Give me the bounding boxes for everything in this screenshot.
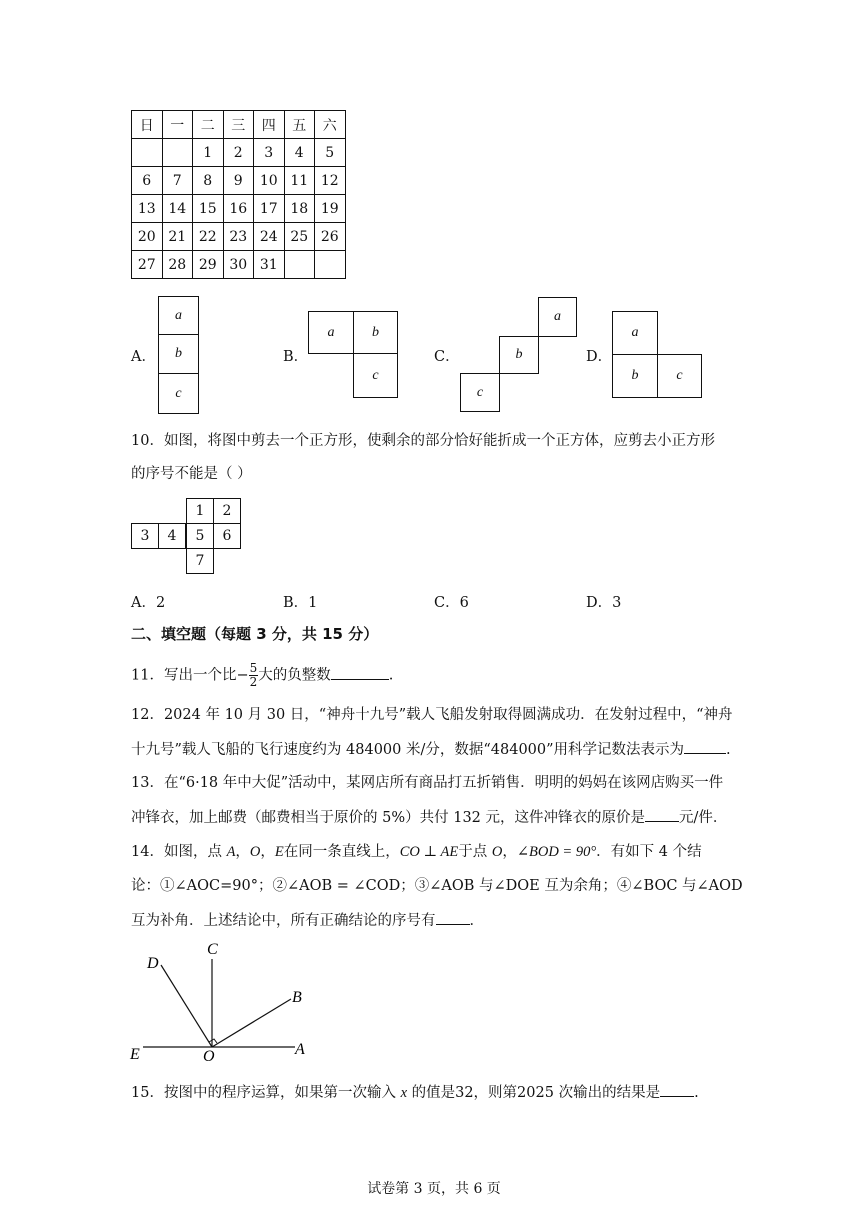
q11-denominator: 2 xyxy=(249,675,258,689)
calendar-cell: 11 xyxy=(284,167,315,195)
q14-point-o2: O xyxy=(491,844,503,860)
calendar-cell: 20 xyxy=(132,223,163,251)
q12-text-line2 xyxy=(131,739,731,760)
label-o: O xyxy=(203,1048,215,1065)
q11-pre: 11．写出一个比 xyxy=(131,667,237,684)
calendar-cell: 28 xyxy=(162,251,193,279)
q13-line2-text: 冲锋衣，加上邮费（邮费相当于原价的 5%）共付 132 元，这件冲锋衣的原价是 xyxy=(131,810,646,826)
net-square-6: 6 xyxy=(213,523,241,549)
option-c-cell: b xyxy=(499,336,539,374)
option-b-cell: c xyxy=(353,353,398,398)
q12-text-line1: 12．2024 年 10 月 30 日，“神舟十九号”载人飞船发射取得圆满成功．在发射过程中，“神舟 xyxy=(131,707,733,723)
calendar-cell: 25 xyxy=(284,223,315,251)
q11-answer-blank[interactable] xyxy=(331,665,389,680)
calendar-cell: 9 xyxy=(223,167,254,195)
q14-angle-bod: ∠BOD = 90° xyxy=(516,844,597,860)
calendar-cell: 16 xyxy=(223,195,254,223)
calendar-cell: 4 xyxy=(284,139,315,167)
option-d-cell: b xyxy=(612,354,658,398)
calendar-cell xyxy=(132,139,163,167)
ray-ob xyxy=(212,999,291,1047)
calendar-table xyxy=(131,110,346,279)
q10-option-c[interactable]: C．6 xyxy=(434,595,469,611)
q14-answer-blank[interactable] xyxy=(436,910,470,925)
calendar-row xyxy=(132,167,346,195)
q14-text-line3 xyxy=(131,910,484,931)
net-square-5: 5 xyxy=(186,523,214,549)
label-a: A xyxy=(295,1041,305,1058)
calendar-cell: 5 xyxy=(315,139,346,167)
q14-point-e: E xyxy=(274,844,284,860)
q11-sign: − xyxy=(236,667,249,684)
ray-od xyxy=(161,965,212,1047)
q15-end: . xyxy=(694,1085,699,1101)
calendar-cell: 19 xyxy=(315,195,346,223)
q14-line3-text: 互为补角．上述结论中，所有正确结论的序号有 xyxy=(131,913,436,929)
option-c-cell: a xyxy=(538,297,577,337)
calendar-cell: 10 xyxy=(254,167,285,195)
option-b-cell: a xyxy=(308,311,354,354)
net-square-2: 2 xyxy=(213,498,241,524)
option-a-cell: c xyxy=(158,373,199,414)
q14-line1-b: 在同一条直线上， xyxy=(283,844,400,860)
calendar-header: 五 xyxy=(284,111,315,139)
q10-text-line1: 10．如图，将图中剪去一个正方形，使剩余的部分恰好能折成一个正方体，应剪去小正方形 xyxy=(131,433,715,449)
q11-fraction xyxy=(249,662,259,689)
q14-end: ． xyxy=(469,913,484,929)
label-e: E xyxy=(130,1046,140,1063)
option-d-cell: c xyxy=(657,354,702,398)
net-square-3: 3 xyxy=(131,523,159,549)
option-c-cell: c xyxy=(460,373,500,412)
calendar-cell: 7 xyxy=(162,167,193,195)
option-d-cell: a xyxy=(612,311,658,355)
calendar-row xyxy=(132,251,346,279)
net-square-4: 4 xyxy=(158,523,186,549)
q10-option-b[interactable]: B．1 xyxy=(283,595,318,611)
calendar-cell: 18 xyxy=(284,195,315,223)
calendar-cell: 2 xyxy=(223,139,254,167)
net-square-1: 1 xyxy=(186,498,214,524)
calendar-cell: 21 xyxy=(162,223,193,251)
option-a-label[interactable]: A． xyxy=(131,349,156,365)
q14-point-o: O xyxy=(249,844,261,860)
calendar-cell: 26 xyxy=(315,223,346,251)
calendar-row xyxy=(132,223,346,251)
q13-text-line2 xyxy=(131,807,727,828)
calendar-row xyxy=(132,195,346,223)
calendar-cell: 23 xyxy=(223,223,254,251)
calendar-cell: 6 xyxy=(132,167,163,195)
option-a-cell: b xyxy=(158,334,199,374)
calendar-header: 三 xyxy=(223,111,254,139)
calendar-header: 四 xyxy=(254,111,285,139)
calendar-row xyxy=(132,139,346,167)
q10-option-a[interactable]: A．2 xyxy=(131,595,166,611)
q13-end: 元/件． xyxy=(679,810,728,826)
option-c-label[interactable]: C． xyxy=(434,349,460,365)
q14-line1-c: 于点 xyxy=(458,844,492,860)
q14-text-line2: 论：①∠AOC=90°；②∠AOB = ∠COD；③∠AOB 与∠DOE 互为余角；④∠BOC 与∠AOD xyxy=(131,878,743,894)
calendar-cell: 30 xyxy=(223,251,254,279)
q13-answer-blank[interactable] xyxy=(645,807,679,822)
calendar-cell: 27 xyxy=(132,251,163,279)
calendar-cell: 8 xyxy=(193,167,224,195)
calendar-cell: 3 xyxy=(254,139,285,167)
page-footer: 试卷第 3 页，共 6 页 xyxy=(367,1181,501,1197)
calendar-cell: 22 xyxy=(193,223,224,251)
q14-point-a: A xyxy=(226,844,236,860)
q12-answer-blank[interactable] xyxy=(684,739,726,754)
calendar-cell: 12 xyxy=(315,167,346,195)
section-heading: 二、填空题（每题 3 分，共 15 分） xyxy=(131,625,379,643)
q11-text xyxy=(131,662,393,689)
net-square-7: 7 xyxy=(186,548,214,574)
calendar-cell: 24 xyxy=(254,223,285,251)
q10-text-line2: 的序号不能是（ ） xyxy=(131,466,252,482)
calendar-cell: 13 xyxy=(132,195,163,223)
label-d: D xyxy=(147,955,159,972)
calendar-header: 一 xyxy=(162,111,193,139)
q15-text xyxy=(131,1082,699,1103)
q14-line1-a: 14．如图，点 xyxy=(131,844,227,860)
calendar-cell: 29 xyxy=(193,251,224,279)
option-d-label[interactable]: D． xyxy=(586,349,613,365)
q10-option-d[interactable]: D．3 xyxy=(586,595,622,611)
q15-answer-blank[interactable] xyxy=(660,1082,694,1097)
calendar-header: 日 xyxy=(132,111,163,139)
calendar-cell xyxy=(284,251,315,279)
q14-perp: CO ⊥ AE xyxy=(399,844,459,860)
q12-end: . xyxy=(726,742,731,758)
calendar-cell: 1 xyxy=(193,139,224,167)
q14-text-line1: 14．如图，点 A，O，E在同一条直线上，CO ⊥ AE于点 O，∠BOD = 90°．有如下 4 个结 xyxy=(131,844,702,860)
calendar-cell: 14 xyxy=(162,195,193,223)
calendar-cell xyxy=(315,251,346,279)
option-b-cell: b xyxy=(353,311,398,354)
calendar-header: 二 xyxy=(193,111,224,139)
q13-text-line1: 13．在“6·18 年中大促”活动中，某网店所有商品打五折销售．明明的妈妈在该网店购买一件 xyxy=(131,775,724,791)
q11-numerator: 5 xyxy=(249,661,258,675)
angle-figure xyxy=(125,935,325,1065)
calendar-cell xyxy=(162,139,193,167)
calendar-cell: 17 xyxy=(254,195,285,223)
option-b-label[interactable]: B． xyxy=(283,349,309,365)
label-b: B xyxy=(292,989,302,1006)
calendar-header: 六 xyxy=(315,111,346,139)
q12-line2-text: 十九号”载人飞船的飞行速度约为 484000 米/分，数据“484000”用科学记数法表示为 xyxy=(131,742,685,758)
calendar-header-row xyxy=(132,111,346,139)
right-angle-mark xyxy=(209,1039,217,1043)
q15-pre: 15．按图中的程序运算，如果第一次输入 xyxy=(131,1085,401,1101)
q14-line1-e: ．有如下 4 个结 xyxy=(596,844,702,860)
calendar-cell: 15 xyxy=(193,195,224,223)
label-c: C xyxy=(207,941,218,958)
q15-variable: x xyxy=(400,1085,407,1101)
q11-post: 大的负整数 xyxy=(258,667,331,684)
option-a-cell: a xyxy=(158,296,199,335)
q15-post: 的值是32，则第2025 次输出的结果是 xyxy=(407,1085,661,1101)
q11-end: . xyxy=(388,667,394,684)
calendar-cell: 31 xyxy=(254,251,285,279)
